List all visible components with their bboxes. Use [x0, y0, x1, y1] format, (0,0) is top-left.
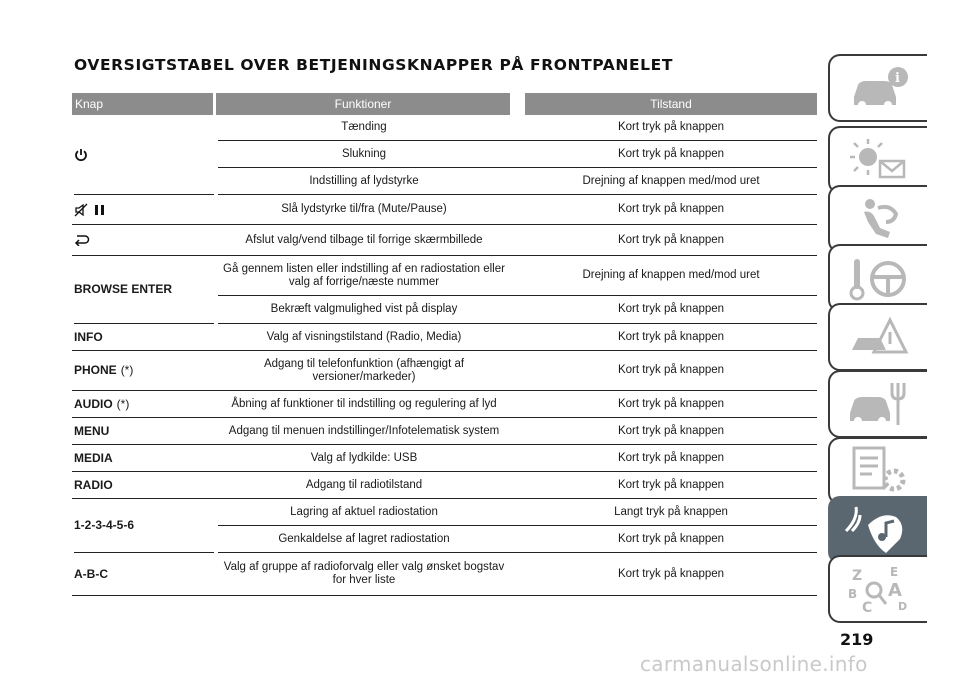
tab-emergency[interactable]	[828, 303, 927, 371]
index-letter-c: C	[861, 600, 872, 616]
table-row	[218, 256, 817, 296]
back-arrow-icon	[74, 234, 90, 246]
key-label: RADIO	[74, 477, 113, 492]
watermark: carmanualsonline.info	[640, 652, 868, 676]
table-row	[218, 296, 817, 324]
back-icon-cell	[74, 225, 214, 255]
power-icon-cell	[74, 115, 214, 195]
table-row	[72, 391, 817, 418]
status-cell: Kort tryk på knappen	[617, 478, 725, 491]
table-row	[218, 115, 817, 141]
key-label: MEDIA	[74, 450, 113, 465]
key-label: BROWSE ENTER	[74, 256, 214, 324]
page-number: 219	[840, 630, 874, 649]
power-block	[72, 115, 817, 195]
func-cell: Gå gennem listen eller indstilling af en radiostation eller valg af forrige/næste nummer	[223, 262, 505, 288]
header-key: Knap	[72, 93, 213, 115]
status-cell: Kort tryk på knappen	[617, 397, 725, 410]
func-cell: Valg af gruppe af radioforvalg eller valg ønsket bogstav for hver liste	[223, 561, 505, 586]
func-cell: Tænding	[341, 121, 387, 133]
emergency-icon	[844, 310, 914, 364]
table-row	[72, 351, 817, 391]
car-maintenance-icon	[844, 377, 914, 431]
table-row	[218, 499, 817, 526]
func-cell: Åbning af funktioner til indstilling og regulering af lyd	[231, 397, 497, 410]
specs-gear-icon	[844, 444, 914, 498]
car-info-icon	[844, 61, 914, 115]
status-cell: Kort tryk på knappen	[617, 532, 725, 545]
index-letter-d: D	[897, 600, 907, 613]
func-cell: Slå lydstyrke til/fra (Mute/Pause)	[281, 203, 447, 215]
svg-text:i: i	[894, 71, 900, 86]
func-cell: Slukning	[341, 147, 387, 160]
func-cell: Adgang til menuen indstillinger/Infotelematisk system	[228, 424, 500, 437]
status-cell: Kort tryk på knappen	[617, 567, 725, 580]
table-row	[72, 324, 817, 351]
func-cell: Bekræft valgmulighed vist på display	[270, 303, 458, 315]
header-functions: Funktioner	[216, 93, 510, 115]
mute-pause-icon	[74, 203, 108, 217]
table-row	[218, 168, 817, 195]
status-cell: Kort tryk på knappen	[617, 303, 725, 315]
power-icon	[74, 148, 88, 162]
table-row	[72, 225, 817, 256]
index-letters-icon	[844, 562, 914, 616]
table-row	[218, 526, 817, 553]
index-letter-b: B	[847, 587, 857, 601]
func-cell: Adgang til radiotilstand	[305, 478, 423, 491]
status-cell: Kort tryk på knappen	[617, 121, 725, 133]
key-label-cell	[74, 351, 214, 390]
key-label: A-B-C	[74, 566, 108, 581]
tab-warning-lights[interactable]	[828, 126, 927, 194]
browse-enter-block	[72, 256, 817, 324]
key-label: AUDIO	[74, 396, 113, 411]
key-label: PHONE	[74, 363, 117, 377]
footnote-mark: (*)	[116, 396, 130, 411]
airbag-icon	[844, 192, 914, 246]
func-cell: Indstilling af lydstyrke	[309, 174, 419, 187]
func-cell: Afslut valg/vend tilbage til forrige skærmbillede	[245, 233, 483, 246]
index-letter-e: E	[889, 565, 898, 579]
tab-index[interactable]	[828, 555, 927, 623]
page-title: OVERSIGTSTABEL OVER BETJENINGSKNAPPER PÅ FRONTPANELET	[74, 56, 673, 74]
tab-safety[interactable]	[828, 185, 927, 253]
table-row	[72, 472, 817, 499]
key-label-cell	[74, 391, 214, 417]
key-label: 1-2-3-4-5-6	[74, 499, 214, 553]
func-cell: Genkaldelse af lagret radiostation	[278, 532, 450, 545]
warning-lights-icon	[844, 133, 914, 187]
table-row	[72, 445, 817, 472]
tab-starting-driving[interactable]	[828, 244, 927, 312]
table-row	[72, 195, 817, 225]
key-steering-icon	[844, 251, 914, 305]
mute-pause-icon-cell	[74, 195, 214, 224]
tab-maintenance[interactable]	[828, 370, 927, 438]
header-status: Tilstand	[525, 93, 817, 115]
key-label: INFO	[74, 329, 103, 344]
table-row	[218, 141, 817, 168]
presets-block	[72, 499, 817, 553]
status-cell: Kort tryk på knappen	[617, 233, 725, 246]
index-letter-a: A	[887, 580, 902, 601]
status-cell: Drejning af knappen med/mod uret	[582, 174, 760, 187]
table-header	[72, 93, 817, 115]
func-cell: Valg af visningstilstand (Radio, Media)	[266, 330, 462, 343]
table-row	[72, 553, 817, 596]
tab-car-info[interactable]	[828, 54, 927, 122]
status-cell: Kort tryk på knappen	[617, 203, 725, 215]
key-label: MENU	[74, 423, 110, 438]
tab-multimedia[interactable]	[828, 496, 927, 564]
status-cell: Drejning af knappen med/mod uret	[582, 269, 760, 281]
func-cell: Adgang til telefonfunktion (afhængigt af versioner/markeder)	[263, 357, 465, 383]
status-cell: Langt tryk på knappen	[614, 505, 728, 518]
index-letter-z: Z	[851, 568, 862, 584]
status-cell: Kort tryk på knappen	[617, 147, 725, 160]
controls-table	[72, 93, 817, 596]
table-row	[72, 418, 817, 445]
status-cell: Kort tryk på knappen	[617, 451, 725, 464]
func-cell: Valg af lydkilde: USB	[310, 451, 418, 464]
footnote-mark: (*)	[120, 363, 134, 377]
status-cell: Kort tryk på knappen	[617, 424, 725, 437]
status-cell: Kort tryk på knappen	[617, 330, 725, 343]
status-cell: Kort tryk på knappen	[617, 364, 725, 376]
multimedia-icon	[844, 503, 914, 557]
func-cell: Lagring af aktuel radiostation	[290, 505, 438, 518]
tab-technical-data[interactable]	[828, 437, 927, 505]
